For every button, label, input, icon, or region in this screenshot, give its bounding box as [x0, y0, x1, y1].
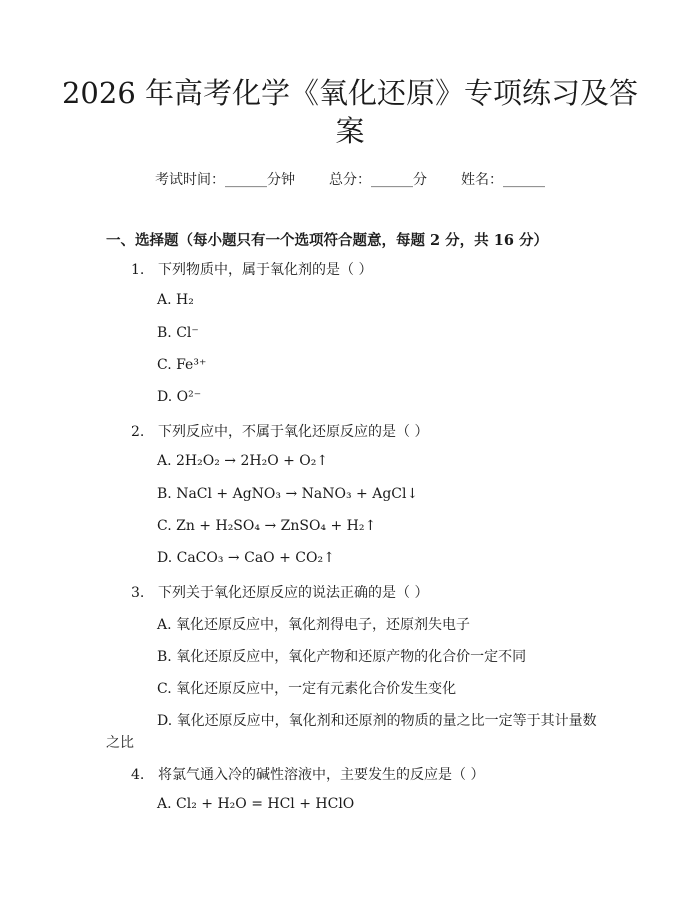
question-1-option-b: B. Cl⁻: [157, 325, 199, 341]
question-2-option-b: B. NaCl + AgNO₃ → NaNO₃ + AgCl↓: [157, 486, 419, 502]
question-1-option-a: A. H₂: [157, 292, 194, 308]
question-stem: 下列关于氧化还原反应的说法正确的是（ ）: [158, 585, 429, 601]
question-4-option-a: A. Cl₂ + H₂O = HCl + HClO: [157, 796, 355, 812]
question-1-option-d: D. O²⁻: [157, 389, 202, 405]
document-title: [60, 74, 640, 150]
question-2-option-a: A. 2H₂O₂ → 2H₂O + O₂↑: [157, 453, 329, 469]
question-3-option-d-continued: 之比: [106, 735, 134, 751]
question-1-option-c: C. Fe³⁺: [157, 357, 207, 373]
question-3-option-b: B. 氧化还原反应中，氧化产物和还原产物的化合价一定不同: [157, 649, 527, 665]
question-3-option-c: C. 氧化还原反应中，一定有元素化合价发生变化: [157, 681, 457, 697]
question-stem: 下列物质中，属于氧化剂的是（ ）: [158, 262, 373, 278]
question-stem: 下列反应中，不属于氧化还原反应的是（ ）: [158, 424, 429, 440]
question-number: 4.: [131, 767, 145, 783]
title-line-1: 2026 年高考化学《氧化还原》专项练习及答: [61, 76, 639, 110]
title-line-2: 案: [335, 114, 365, 148]
total-score-field: 总分：______分: [329, 172, 427, 188]
question-2: [131, 421, 428, 441]
exam-info: [0, 169, 700, 189]
question-stem: 将氯气通入冷的碱性溶液中，主要发生的反应是（ ）: [158, 767, 485, 783]
question-1: [131, 259, 372, 279]
exam-time-field: 考试时间：______分钟: [155, 172, 295, 188]
name-field: 姓名：______: [461, 172, 545, 188]
question-2-option-d: D. CaCO₃ → CaO + CO₂↑: [157, 550, 335, 566]
question-3-option-d: D. 氧化还原反应中，氧化剂和还原剂的物质的量之比一定等于其计量数: [157, 713, 597, 729]
question-number: 3.: [131, 585, 145, 601]
question-number: 2.: [131, 424, 145, 440]
section-heading: 一、选择题（每小题只有一个选项符合题意，每题 2 分，共 16 分）: [106, 232, 548, 249]
question-3: [131, 582, 428, 602]
question-3-option-a: A. 氧化还原反应中，氧化剂得电子，还原剂失电子: [157, 617, 471, 633]
question-number: 1.: [131, 262, 145, 278]
question-2-option-c: C. Zn + H₂SO₄ → ZnSO₄ + H₂↑: [157, 518, 377, 534]
question-4: [131, 764, 484, 784]
